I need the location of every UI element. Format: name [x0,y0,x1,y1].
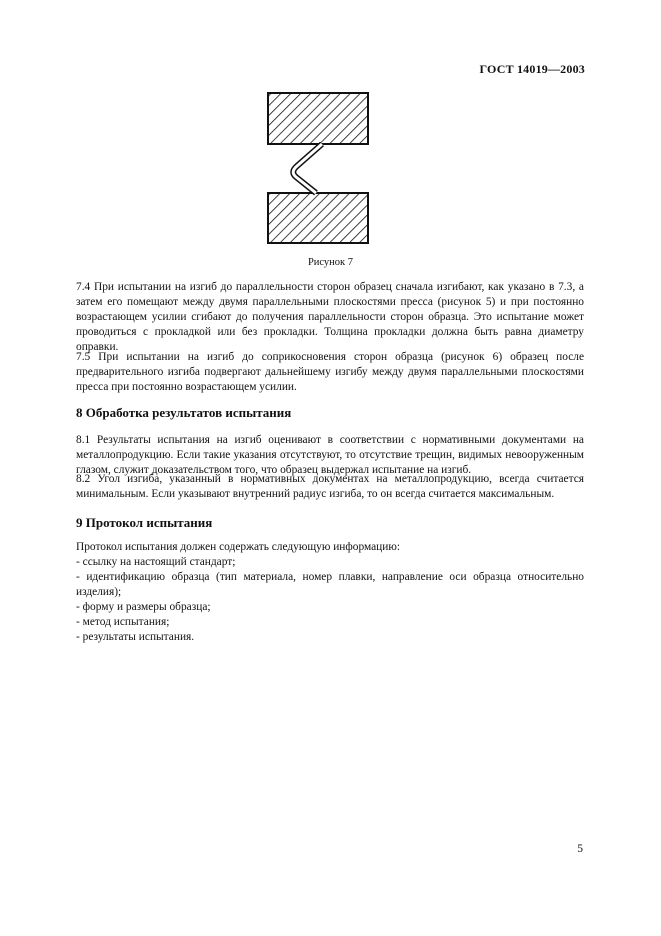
upper-press-plate [268,93,368,144]
paragraph-text: 7.4 При испытании на изгиб до параллельности сторон образец сначала изгибают, как указано в 7.3, а затем его помещают между двумя параллельными плоскостями пресса (рисунок 5) и при постоянно возрастающем усилии сгибают до получения параллельности сторон образца. Это испытание может проводиться с прокладкой или без прокладки. Толщина прокладки должна быть равна диаметру оправки. [76,281,584,353]
section-8-heading: 8 Обработка результатов испытания [76,405,292,420]
paragraph-8-2 [76,472,584,502]
list-item: - ссылку на настоящий стандарт; [76,556,236,568]
page-number: 5 [577,843,583,855]
figure-caption: Рисунок 7 [307,257,354,268]
section-9-heading: 9 Протокол испытания [76,515,213,530]
list-item: - метод испытания; [76,616,170,628]
document-header: ГОСТ 14019—2003 [479,62,585,76]
list-item: - идентификацию образца (тип материала, номер плавки, направление оси образца относительно изделия); [76,571,584,598]
list-item: - результаты испытания. [76,631,195,643]
lower-press-plate [268,193,368,243]
protocol-intro: Протокол испытания должен содержать следующую информацию: [76,541,401,553]
paragraph-text: 8.1 Результаты испытания на изгиб оценивают в соответствии с нормативными документами на металлопродукцию. Если такие указания отсутствуют, то отсутствие трещин, видимых невооруженным глазом, служит доказательством того, что образец выдержал испытание на изгиб. [76,434,584,476]
paragraph-7-4 [76,280,584,355]
list-item: - форму и размеры образца; [76,601,211,613]
paragraph-7-5 [76,350,584,395]
paragraph-text: 7.5 При испытании на изгиб до соприкосновения сторон образца (рисунок 6) образец после предварительного изгиба подвергают дальнейшему изгибу между двумя параллельными плоскостями пресса при постоянно возрастающем усилии. [76,351,584,393]
figure-7-diagram [264,90,374,250]
paragraph-text: 8.2 Угол изгиба, указанный в нормативных документах на металлопродукцию, всегда считается минимальным. Если указывают внутренний радиус изгиба, то он всегда считается максимальным. [76,473,584,500]
